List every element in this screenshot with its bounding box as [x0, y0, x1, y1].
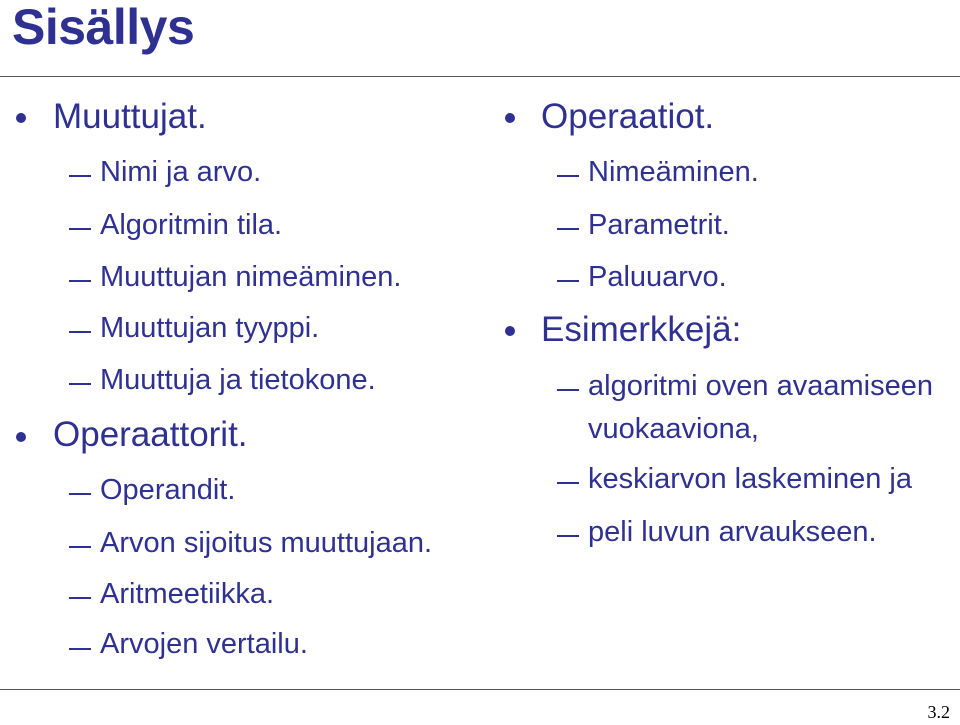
- list-item: Muuttujan nimeäminen.: [100, 261, 402, 293]
- bottom-divider: [0, 689, 960, 690]
- dash-marker: [557, 280, 579, 282]
- heading-esimerkkeja: Esimerkkejä:: [541, 310, 742, 349]
- list-item: Muuttujan tyyppi.: [100, 312, 320, 344]
- dash-marker: [557, 482, 579, 484]
- page-number: 3.2: [927, 702, 950, 722]
- list-item-line2: vuokaaviona,: [588, 413, 759, 445]
- dash-marker: [69, 493, 91, 495]
- list-item: Operandit.: [100, 474, 236, 506]
- bullet-dot: [505, 113, 515, 123]
- dash-marker: [69, 331, 91, 333]
- bullet-dot: [16, 113, 26, 123]
- top-divider: [0, 76, 960, 77]
- dash-marker: [69, 383, 91, 385]
- list-item: Aritmeetiikka.: [100, 578, 275, 610]
- bullet-dot: [16, 432, 26, 442]
- list-item: Muuttuja ja tietokone.: [100, 364, 376, 396]
- dash-marker: [557, 175, 579, 177]
- dash-marker: [557, 389, 579, 391]
- list-item: Paluuarvo.: [588, 261, 727, 293]
- slide-title: Sisällys: [12, 0, 195, 55]
- list-item: peli luvun arvaukseen.: [588, 516, 877, 548]
- list-item: keskiarvon laskeminen ja: [588, 463, 912, 495]
- list-item: Arvon sijoitus muuttujaan.: [100, 527, 433, 559]
- heading-operaatiot: Operaatiot.: [541, 97, 715, 136]
- dash-marker: [69, 648, 91, 650]
- dash-marker: [69, 175, 91, 177]
- list-item: Nimi ja arvo.: [100, 156, 262, 188]
- heading-operaattorit: Operaattorit.: [53, 415, 248, 454]
- dash-marker: [557, 535, 579, 537]
- dash-marker: [69, 228, 91, 230]
- list-item: Algoritmin tila.: [100, 209, 283, 241]
- bullet-dot: [505, 326, 515, 336]
- dash-marker: [69, 280, 91, 282]
- dash-marker: [69, 597, 91, 599]
- list-item: Nimeäminen.: [588, 156, 759, 188]
- list-item-line1: algoritmi oven avaamiseen: [588, 370, 933, 402]
- list-item: Parametrit.: [588, 209, 730, 241]
- dash-marker: [69, 546, 91, 548]
- list-item: Arvojen vertailu.: [100, 628, 308, 660]
- heading-muuttujat: Muuttujat.: [53, 97, 207, 136]
- dash-marker: [557, 228, 579, 230]
